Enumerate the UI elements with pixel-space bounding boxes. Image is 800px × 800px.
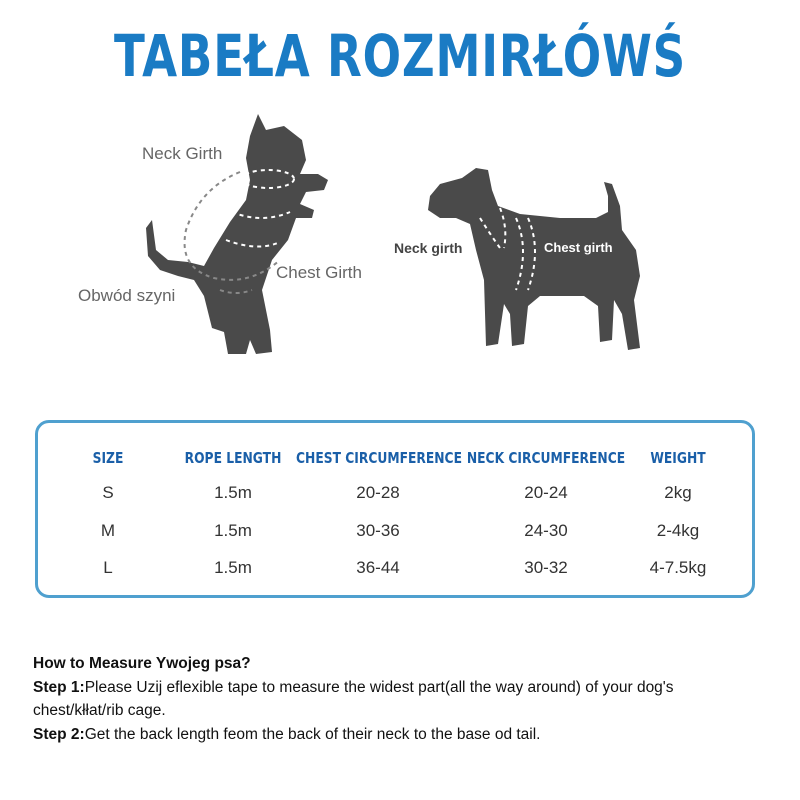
cell-weight: 2-4kg (656, 521, 700, 540)
step-2-text: Get the back length feom the back of their neck to the base od tail. (84, 725, 541, 743)
dog-chest-girth-label: Chest girth (544, 240, 613, 255)
cat-obwod-label: Obwód szyni (78, 286, 176, 305)
step-1 (33, 676, 763, 723)
cell-neck: 30-32 (524, 558, 568, 577)
step-1-label: Step 1: (33, 678, 85, 696)
header-weight: WEIGHT (650, 449, 706, 467)
size-table (35, 420, 755, 598)
cell-size: S (102, 483, 114, 502)
step-2 (33, 723, 763, 747)
page-title: TABEŁA ROZMIRŁÓWŚ (114, 22, 686, 90)
cell-chest: 30-36 (356, 521, 400, 540)
measure-heading: How to Measure Ywojeg psa? (33, 655, 251, 672)
header-chest-circumference: CHEST CIRCUMFERENCE (296, 449, 462, 467)
cell-weight: 4-7.5kg (649, 558, 707, 577)
header-rope-length: ROPE LENGTH (184, 449, 282, 467)
cell-weight: 2kg (664, 483, 692, 502)
step-2-label: Step 2: (33, 725, 85, 743)
header-neck-circumference: NECK CIRCUMFERENCE (466, 449, 626, 467)
cell-neck: 20-24 (524, 483, 568, 502)
cell-rope-length: 1.5m (214, 483, 252, 502)
cell-chest: 20-28 (356, 483, 400, 502)
cell-chest: 36-44 (356, 558, 400, 577)
step-1-text: Please Uzij eflexible tape to measure the widest part(all the way around) of your dog's chest/kłłat/rib cage. (33, 678, 674, 719)
header-size: SIZE (92, 449, 124, 467)
measure-instructions (33, 652, 763, 746)
cell-size: L (103, 558, 113, 577)
measurement-illustrations (0, 100, 800, 380)
cat-chest-girth-label: Chest Girth (276, 263, 362, 282)
dog-neck-girth-label: Neck girth (394, 240, 463, 256)
cat-neck-girth-label: Neck Girth (142, 144, 223, 163)
cell-rope-length: 1.5m (214, 521, 252, 540)
cell-rope-length: 1.5m (214, 558, 252, 577)
cell-neck: 24-30 (524, 521, 568, 540)
cell-size: M (100, 521, 116, 540)
